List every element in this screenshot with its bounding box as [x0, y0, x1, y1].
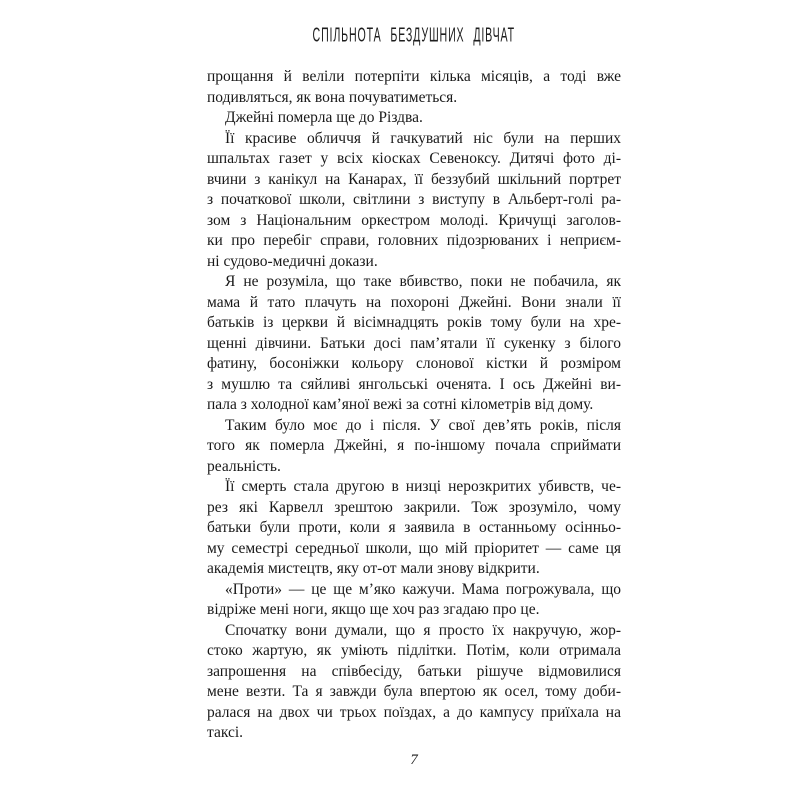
text-line: подивляться, як вона почуватиметься. [207, 88, 458, 106]
text-line: з початкової школи, світлини з виступу в Альберт-голі ра- [207, 191, 621, 208]
paragraph [207, 477, 621, 580]
paragraph [207, 67, 621, 108]
text-line: вчини з канікул на Канарах, її беззубий шкільний портрет [207, 170, 621, 188]
text-line: таксі. [207, 724, 244, 741]
text-line: шпальтах газет у всіх кіосках Севеноксу. Дитячі фото ді- [207, 150, 621, 167]
page-footer [207, 751, 621, 769]
text-line: того як померла Джейні, я по-іншому почала сприймати [207, 437, 621, 454]
text-line: Спочатку вони думали, що я просто їх накручую, жор- [225, 621, 621, 639]
text-line: академія мистецтв, яку от-от мали знову відкрити. [207, 560, 540, 577]
text-line: му семестрі середньої школи, що мій пріоритет — саме ця [207, 539, 621, 557]
text-line: запрошення на співбесіду, батьки рішуче відмовилися [207, 662, 621, 680]
page-number: 7 [410, 752, 418, 768]
paragraph [207, 108, 621, 129]
text-line: реальність. [207, 457, 281, 475]
paragraph [207, 580, 621, 621]
running-header [207, 25, 621, 47]
text-line: мама й тато плачуть на похороні Джейні. Вони знали її [207, 293, 621, 311]
text-line: Її смерть стала другою в низці нерозкритих убивств, че- [225, 478, 621, 495]
book-title-header: СПІЛЬНОТА БЕЗДУШНИХ ДІВЧАТ [312, 24, 516, 47]
page-text-block [207, 67, 621, 744]
text-line: Я не розуміла, що таке вбивство, поки не побачила, як [225, 273, 621, 290]
text-line: ні судово-медичні докази. [207, 252, 378, 270]
paragraph [207, 416, 621, 478]
text-line: пала з холодної кам’яної вежі за сотні кілометрів від дому. [207, 396, 594, 413]
paragraph [207, 272, 621, 416]
text-line: батьків із церкви й вісімнадцять років тому були на хре- [207, 314, 621, 331]
text-line: з мушлю та сяйливі янгольські оченята. І ось Джейні ви- [207, 375, 621, 393]
paragraph [207, 621, 621, 744]
text-line: зом з Національним оркестром молоді. Кричущі заголов- [207, 211, 621, 229]
text-line: стоко жартую, як уміють підлітки. Потім, коли отримала [207, 642, 621, 659]
text-line: прощання й веліли потерпіти кілька місяців, а тоді вже [207, 68, 621, 85]
text-line: «Проти» — це ще м’яко кажучи. Мама погрожувала, що [225, 580, 621, 598]
text-line: Її красиве обличчя й гачкуватий ніс були на перших [225, 129, 621, 147]
text-line: відріже мені ноги, якщо ще хоч раз згадаю про це. [207, 601, 540, 618]
text-line: ралася на двох чи трьох поїздах, а до кампусу приїхала на [207, 703, 621, 721]
text-line: фатину, босоніжки кольору слонової кістки й розміром [207, 355, 621, 372]
text-line: рез які Карвелл зрештою закрили. Тож зрозуміло, чому [207, 498, 621, 516]
text-line: мене везти. Та я завжди була впертою як осел, тому доби- [207, 683, 621, 700]
paragraph [207, 129, 621, 273]
text-line: щенні дівчини. Батьки досі пам’ятали її сукенку з білого [207, 334, 621, 352]
text-line: батьки були проти, коли я заявила в останньому осінньо- [207, 519, 621, 536]
text-line: Джейні померла ще до Різдва. [225, 109, 423, 126]
text-line: Таким було моє до і після. У свої дев’ять років, після [225, 416, 621, 434]
text-line: ки про перебіг справи, головних підозрюваних і неприєм- [207, 232, 621, 249]
